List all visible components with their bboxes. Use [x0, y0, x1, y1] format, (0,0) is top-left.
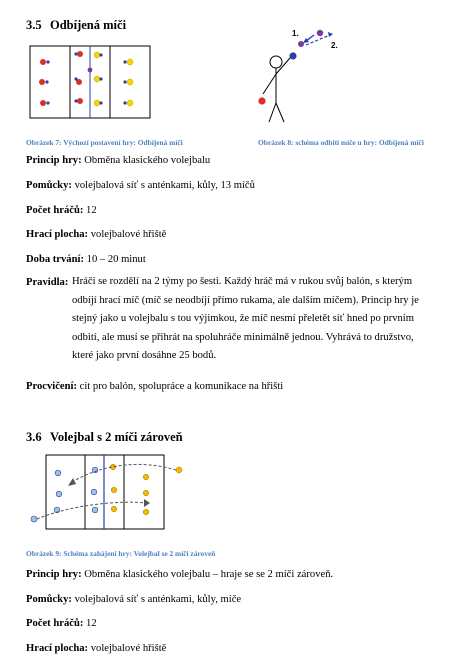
team-light-blue-players	[54, 467, 98, 513]
team-orange-players	[110, 464, 149, 515]
section-title: Odbíjená míči	[50, 18, 127, 32]
arrow-label-2: 2.	[331, 41, 338, 50]
rules-line: stejný jako u volejbalu s tou výjimkou, že míč nesmí přeletět síť hned po prvním	[72, 313, 414, 324]
field-procviceni: Procvičení: cit pro balón, spolupráce a komunikace na hřišti	[26, 381, 284, 392]
section-number: 3.5	[26, 18, 42, 32]
figure-9-caption: Obrázek 9: Schéma zahájení hry: Volejbal se 2 míči zároveň	[26, 549, 216, 558]
field-pocet-hracu-2: Počet hráčů: 12	[26, 618, 97, 629]
field-pomucky: Pomůcky: volejbalová síť s anténkami, kůly, 13 míčů	[26, 180, 255, 191]
figure-8-caption: Obrázek 8: schéma odbití míče u hry: Odbíjená míči	[258, 138, 424, 147]
section-number: 3.6	[26, 430, 42, 444]
serve-arrow-left-to-right	[37, 502, 146, 519]
server-orange	[176, 467, 182, 473]
field-hraci-plocha-2: Hrací plocha: volejbalové hřiště	[26, 643, 167, 654]
field-pocet-hracu: Počet hráčů: 12	[26, 205, 97, 216]
rules-line: odbíjí hrací míč (míč se neodbíjí přímo rukama, ale dalším míčem). Princip hry je	[72, 294, 419, 306]
field-princip-hry-2: Princip hry: Obměna klasického volejbalu – hraje se se 2 míči zároveň.	[26, 569, 334, 580]
server-light-blue	[31, 516, 37, 522]
arrow-label-1: 1.	[292, 29, 299, 38]
field-princip-hry: Princip hry: Obměna klasického volejbalu	[26, 155, 211, 166]
section-title: Volejbal s 2 míči zároveň	[50, 430, 183, 444]
rules-line: Hráči se rozdělí na 2 týmy po šesti. Každý hráč má v rukou svůj balón, s kterým	[72, 276, 413, 287]
rules-label: Pravidla:	[26, 277, 69, 288]
figure-7-caption: Obrázek 7: Výchozí postavení hry: Odbíjená míči	[26, 138, 183, 147]
rules-line: odbití, ale musí se přihrát na spoluhráče minimálně jednou. Vyhrává to družstvo,	[72, 331, 414, 343]
rules-line: které jako první dosáhne 25 bodů.	[72, 350, 217, 361]
field-hraci-plocha: Hrací plocha: volejbalové hřiště	[26, 229, 167, 240]
field-doba-trvani: Doba trvání: 10 – 20 minut	[26, 254, 146, 265]
field-pomucky-2: Pomůcky: volejbalová síť s anténkami, kůly, míče	[26, 594, 242, 605]
